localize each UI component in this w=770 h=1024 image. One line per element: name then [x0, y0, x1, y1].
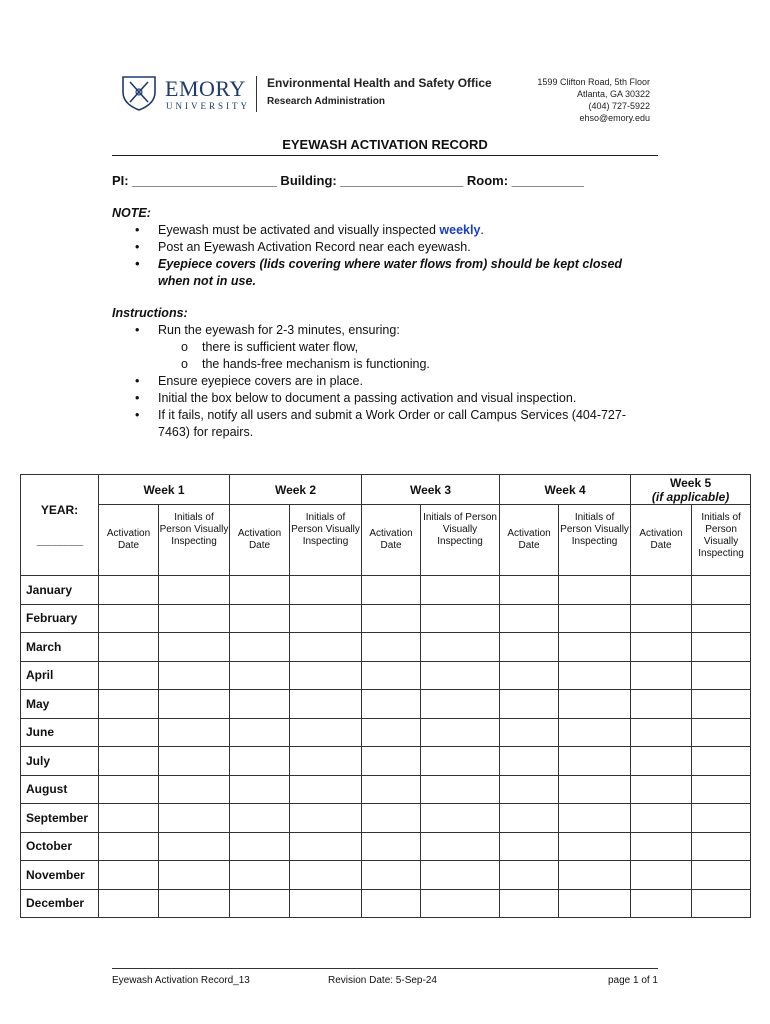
- activation-date-cell[interactable]: [500, 690, 559, 719]
- note-item-emphasis: • Eyepiece covers (lids covering where water flows from) should be kept closed when not in use.: [112, 256, 642, 290]
- month-label: November: [21, 861, 99, 890]
- initials-cell[interactable]: [692, 747, 751, 776]
- instruction-item: • Initial the box below to document a passing activation and visual inspection.: [112, 390, 652, 407]
- activation-date-cell[interactable]: [362, 832, 421, 861]
- initials-cell[interactable]: [421, 775, 500, 804]
- activation-date-cell[interactable]: [362, 861, 421, 890]
- activation-date-cell[interactable]: [631, 861, 692, 890]
- week-5-label: Week 5: [669, 475, 712, 490]
- activation-date-cell[interactable]: [99, 804, 159, 833]
- activation-date-cell[interactable]: [99, 633, 159, 662]
- year-blank: ________: [36, 533, 83, 547]
- initials-cell[interactable]: [159, 661, 230, 690]
- table-row: [21, 690, 751, 719]
- activation-date-cell[interactable]: [500, 889, 559, 918]
- table-row: [21, 633, 751, 662]
- col-activation-date: Activation Date: [362, 505, 421, 576]
- activation-date-cell[interactable]: [99, 718, 159, 747]
- week-1-header: Week 1: [99, 475, 230, 505]
- activation-date-cell[interactable]: [99, 690, 159, 719]
- activation-date-cell[interactable]: [230, 718, 290, 747]
- col-initials: Initials of Person Visually Inspecting: [159, 505, 230, 576]
- initials-cell[interactable]: [159, 889, 230, 918]
- week-4-header: Week 4: [500, 475, 631, 505]
- activation-date-cell[interactable]: [230, 861, 290, 890]
- initials-cell[interactable]: [421, 661, 500, 690]
- instructions-list: [112, 322, 652, 441]
- initials-cell[interactable]: [692, 576, 751, 605]
- initials-cell[interactable]: [692, 604, 751, 633]
- col-initials: Initials of Person Visually Inspecting: [692, 505, 751, 576]
- col-activation-date: Activation Date: [230, 505, 290, 576]
- initials-cell[interactable]: [559, 604, 631, 633]
- initials-cell[interactable]: [692, 889, 751, 918]
- initials-cell[interactable]: [421, 718, 500, 747]
- table-row: [21, 747, 751, 776]
- month-label: December: [21, 889, 99, 918]
- activation-date-cell[interactable]: [631, 804, 692, 833]
- footer-doc-id: Eyewash Activation Record_13: [112, 975, 250, 986]
- initials-cell[interactable]: [290, 690, 362, 719]
- activation-date-cell[interactable]: [500, 832, 559, 861]
- month-label: September: [21, 804, 99, 833]
- note-item: [112, 222, 642, 239]
- initials-cell[interactable]: [559, 775, 631, 804]
- table-row: [21, 889, 751, 918]
- initials-cell[interactable]: [421, 633, 500, 662]
- note-item: • Post an Eyewash Activation Record near each eyewash.: [112, 239, 642, 256]
- col-activation-date: Activation Date: [99, 505, 159, 576]
- document-title: EYEWASH ACTIVATION RECORD: [282, 137, 488, 152]
- activation-date-cell[interactable]: [500, 775, 559, 804]
- activation-date-cell[interactable]: [362, 576, 421, 605]
- activation-date-cell[interactable]: [500, 604, 559, 633]
- initials-cell[interactable]: [421, 889, 500, 918]
- initials-cell[interactable]: [421, 690, 500, 719]
- footer-page-number: page 1 of 1: [607, 975, 658, 986]
- weekly-emphasis: weekly: [439, 223, 481, 237]
- initials-cell[interactable]: [290, 832, 362, 861]
- initials-cell[interactable]: [159, 576, 230, 605]
- initials-cell[interactable]: [290, 633, 362, 662]
- activation-date-cell[interactable]: [631, 747, 692, 776]
- initials-cell[interactable]: [159, 633, 230, 662]
- initials-cell[interactable]: [559, 661, 631, 690]
- col-initials: Initials of Person Visually Inspecting: [290, 505, 362, 576]
- initials-cell[interactable]: [159, 718, 230, 747]
- activation-date-cell[interactable]: [362, 633, 421, 662]
- initials-cell[interactable]: [421, 861, 500, 890]
- month-label: July: [21, 747, 99, 776]
- initials-cell[interactable]: [692, 832, 751, 861]
- instruction-item: • Run the eyewash for 2-3 minutes, ensuring:: [112, 322, 652, 339]
- activation-date-cell[interactable]: [230, 661, 290, 690]
- initials-cell[interactable]: [559, 804, 631, 833]
- activation-date-cell[interactable]: [362, 747, 421, 776]
- activation-date-cell[interactable]: [99, 576, 159, 605]
- activation-date-cell[interactable]: [99, 832, 159, 861]
- activation-date-cell[interactable]: [99, 747, 159, 776]
- activation-date-cell[interactable]: [230, 775, 290, 804]
- initials-cell[interactable]: [159, 804, 230, 833]
- table-row: [21, 718, 751, 747]
- table-row: [21, 832, 751, 861]
- org-title: Environmental Health and Safety Office: [267, 76, 492, 90]
- initials-cell[interactable]: [290, 861, 362, 890]
- activation-date-cell[interactable]: [631, 832, 692, 861]
- activation-date-cell[interactable]: [631, 718, 692, 747]
- activation-date-cell[interactable]: [99, 661, 159, 690]
- initials-cell[interactable]: [692, 804, 751, 833]
- initials-cell[interactable]: [692, 718, 751, 747]
- instruction-item: • If it fails, notify all users and submit a Work Order or call Campus Services (404-727-7463) for repairs.: [112, 407, 652, 441]
- activation-date-cell[interactable]: [362, 804, 421, 833]
- initials-cell[interactable]: [692, 633, 751, 662]
- initials-cell[interactable]: [421, 747, 500, 776]
- month-label: August: [21, 775, 99, 804]
- month-label: February: [21, 604, 99, 633]
- table-row: [21, 861, 751, 890]
- initials-cell[interactable]: [559, 889, 631, 918]
- instructions-heading: Instructions:: [112, 306, 188, 320]
- initials-cell[interactable]: [159, 604, 230, 633]
- initials-cell[interactable]: [159, 747, 230, 776]
- initials-cell[interactable]: [290, 747, 362, 776]
- activation-date-cell[interactable]: [230, 576, 290, 605]
- office-address: [537, 76, 650, 124]
- col-initials: Initials of Person Visually Inspecting: [559, 505, 631, 576]
- activation-date-cell[interactable]: [631, 690, 692, 719]
- col-initials: Initials of Person Visually Inspecting: [421, 505, 500, 576]
- initials-cell[interactable]: [692, 661, 751, 690]
- activation-date-cell[interactable]: [500, 747, 559, 776]
- activation-date-cell[interactable]: [230, 604, 290, 633]
- activation-date-cell[interactable]: [99, 775, 159, 804]
- address-line: 1599 Clifton Road, 5th Floor: [537, 77, 650, 87]
- year-label: YEAR:: [40, 503, 79, 517]
- activation-record-table: [20, 474, 751, 918]
- instruction-item: • Ensure eyepiece covers are in place.: [112, 373, 652, 390]
- logo-wordmark: EMORY: [165, 76, 246, 101]
- initials-cell[interactable]: [559, 576, 631, 605]
- activation-date-cell[interactable]: [99, 604, 159, 633]
- week-5-header: [631, 475, 751, 505]
- note-text: Eyewash must be activated and visually inspected: [158, 223, 440, 237]
- org-subtitle: Research Administration: [267, 96, 385, 107]
- note-punct: .: [480, 223, 484, 237]
- month-label: October: [21, 832, 99, 861]
- activation-date-cell[interactable]: [631, 576, 692, 605]
- table-row: [21, 576, 751, 605]
- initials-cell[interactable]: [290, 804, 362, 833]
- activation-date-cell[interactable]: [230, 889, 290, 918]
- week-5-sub: (if applicable): [651, 489, 730, 504]
- initials-cell[interactable]: [559, 861, 631, 890]
- initials-cell[interactable]: [290, 889, 362, 918]
- note-heading: NOTE:: [112, 206, 151, 220]
- initials-cell[interactable]: [692, 861, 751, 890]
- initials-cell[interactable]: [159, 775, 230, 804]
- month-label: January: [21, 576, 99, 605]
- initials-cell[interactable]: [159, 861, 230, 890]
- note-list: [112, 222, 642, 290]
- initials-cell[interactable]: [290, 718, 362, 747]
- initials-cell[interactable]: [159, 690, 230, 719]
- col-activation-date: Activation Date: [631, 505, 692, 576]
- activation-date-cell[interactable]: [500, 661, 559, 690]
- activation-date-cell[interactable]: [230, 747, 290, 776]
- title-rule: [112, 155, 658, 156]
- initials-cell[interactable]: [559, 747, 631, 776]
- activation-date-cell[interactable]: [230, 633, 290, 662]
- activation-date-cell[interactable]: [230, 804, 290, 833]
- month-label: April: [21, 661, 99, 690]
- week-3-header: Week 3: [362, 475, 500, 505]
- initials-cell[interactable]: [290, 604, 362, 633]
- initials-cell[interactable]: [421, 576, 500, 605]
- activation-date-cell[interactable]: [631, 775, 692, 804]
- table-row: [21, 604, 751, 633]
- activation-date-cell[interactable]: [500, 804, 559, 833]
- week-2-header: Week 2: [230, 475, 362, 505]
- initials-cell[interactable]: [421, 832, 500, 861]
- address-email: ehso@emory.edu: [579, 113, 650, 123]
- initials-cell[interactable]: [692, 690, 751, 719]
- year-header[interactable]: [21, 475, 99, 576]
- initials-cell[interactable]: [559, 633, 631, 662]
- activation-date-cell[interactable]: [99, 889, 159, 918]
- initials-cell[interactable]: [559, 718, 631, 747]
- initials-cell[interactable]: [692, 775, 751, 804]
- activation-date-cell[interactable]: [99, 861, 159, 890]
- activation-date-cell[interactable]: [500, 718, 559, 747]
- initials-cell[interactable]: [559, 832, 631, 861]
- activation-date-cell[interactable]: [631, 661, 692, 690]
- activation-date-cell[interactable]: [500, 861, 559, 890]
- activation-date-cell[interactable]: [362, 775, 421, 804]
- initials-cell[interactable]: [421, 804, 500, 833]
- table-row: [21, 775, 751, 804]
- col-activation-date: Activation Date: [500, 505, 559, 576]
- activation-date-cell[interactable]: [631, 604, 692, 633]
- initials-cell[interactable]: [559, 690, 631, 719]
- initials-cell[interactable]: [290, 775, 362, 804]
- emory-logo: [119, 74, 249, 114]
- activation-date-cell[interactable]: [230, 690, 290, 719]
- activation-date-cell[interactable]: [631, 633, 692, 662]
- month-label: June: [21, 718, 99, 747]
- table-row: [21, 661, 751, 690]
- instruction-subitem: o the hands-free mechanism is functioning.: [112, 356, 652, 373]
- activation-date-cell[interactable]: [500, 576, 559, 605]
- footer-rule: [112, 968, 658, 969]
- logo-subtext: UNIVERSITY: [166, 101, 250, 111]
- initials-cell[interactable]: [290, 661, 362, 690]
- activation-date-cell[interactable]: [631, 889, 692, 918]
- emory-shield-icon: [119, 74, 159, 112]
- month-label: March: [21, 633, 99, 662]
- address-phone: (404) 727-5922: [588, 101, 650, 111]
- activation-date-cell[interactable]: [362, 661, 421, 690]
- address-line: Atlanta, GA 30322: [576, 89, 650, 99]
- initials-cell[interactable]: [159, 832, 230, 861]
- initials-cell[interactable]: [290, 576, 362, 605]
- initials-cell[interactable]: [421, 604, 500, 633]
- activation-date-cell[interactable]: [500, 633, 559, 662]
- pi-building-room-fields[interactable]: PI: ____________________ Building: _________________ Room: __________: [112, 173, 584, 188]
- activation-date-cell[interactable]: [362, 604, 421, 633]
- activation-date-cell[interactable]: [362, 718, 421, 747]
- activation-date-cell[interactable]: [362, 889, 421, 918]
- header-divider: [256, 76, 257, 112]
- activation-date-cell[interactable]: [362, 690, 421, 719]
- table-row: [21, 804, 751, 833]
- instruction-subitem: o there is sufficient water flow,: [112, 339, 652, 356]
- footer-revision-date: Revision Date: 5-Sep-24: [328, 975, 437, 986]
- activation-date-cell[interactable]: [230, 832, 290, 861]
- month-label: May: [21, 690, 99, 719]
